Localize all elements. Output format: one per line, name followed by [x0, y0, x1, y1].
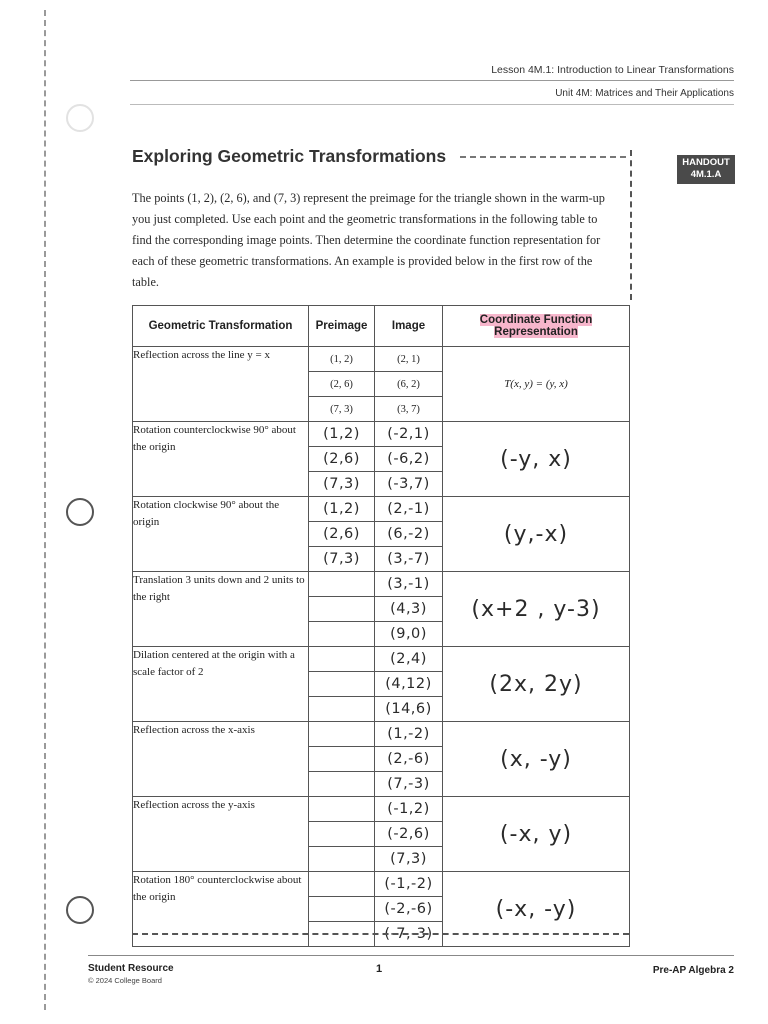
- image-point: (6, 2): [375, 372, 443, 397]
- coordinate-function: (-x, y): [443, 797, 630, 872]
- preimage-point: [309, 697, 375, 722]
- table-row: [133, 647, 630, 672]
- header-function-line1: Coordinate Function: [479, 314, 593, 326]
- transformations-table: [132, 305, 630, 947]
- preimage-point: [309, 622, 375, 647]
- image-point: (-1,-2): [375, 872, 443, 897]
- instructions-paragraph: The points (1, 2), (2, 6), and (7, 3) represent the preimage for the triangle shown in the warm-up you just completed. Use each point and the geometric transformations in the following table to find the corresponding image points. Then determine the coordinate function representation for each of these geometric transformations. An example is provided below in the first row of the table.: [132, 191, 605, 289]
- bottom-dashed-border: [132, 933, 629, 935]
- table-header-row: [133, 306, 630, 347]
- transformation-name: Reflection across the line y = x: [133, 347, 309, 422]
- preimage-point: [309, 597, 375, 622]
- image-point: (3,-7): [375, 547, 443, 572]
- image-point: (6,-2): [375, 522, 443, 547]
- preimage-point: (2, 6): [309, 372, 375, 397]
- image-point: (-2,6): [375, 822, 443, 847]
- transformation-name: Rotation counterclockwise 90° about the origin: [133, 422, 309, 497]
- image-point: (-1,2): [375, 797, 443, 822]
- image-point: (1,-2): [375, 722, 443, 747]
- transformation-name: Dilation centered at the origin with a scale factor of 2: [133, 647, 309, 722]
- image-point: (9,0): [375, 622, 443, 647]
- lesson-title: Lesson 4M.1: Introduction to Linear Transformations: [491, 64, 734, 76]
- coordinate-function: (x+2 , y-3): [443, 572, 630, 647]
- transformation-name: Rotation 180° counterclockwise about the origin: [133, 872, 309, 947]
- coordinate-function: (-x, -y): [443, 872, 630, 947]
- image-point: (4,12): [375, 672, 443, 697]
- footer-student-resource: Student Resource: [88, 963, 174, 974]
- preimage-point: (2,6): [309, 447, 375, 472]
- table-row: [133, 347, 630, 372]
- coordinate-function: (x, -y): [443, 722, 630, 797]
- page-title: Exploring Geometric Transformations: [132, 146, 447, 166]
- image-point: (-2,1): [375, 422, 443, 447]
- preimage-point: (1, 2): [309, 347, 375, 372]
- coordinate-function: (-y, x): [443, 422, 630, 497]
- coordinate-function: T(x, y) = (y, x): [443, 347, 630, 422]
- preimage-point: [309, 572, 375, 597]
- table-row: [133, 872, 630, 897]
- table-row: [133, 572, 630, 597]
- image-point: (-7,-3): [375, 922, 443, 947]
- image-point: (4,3): [375, 597, 443, 622]
- table-row: [133, 422, 630, 447]
- image-point: (3,-1): [375, 572, 443, 597]
- binder-hole-top: [66, 104, 94, 132]
- preimage-point: (1,2): [309, 497, 375, 522]
- preimage-point: [309, 772, 375, 797]
- coordinate-function: (2x, 2y): [443, 647, 630, 722]
- image-point: (14,6): [375, 697, 443, 722]
- preimage-point: (1,2): [309, 422, 375, 447]
- preimage-point: (2,6): [309, 522, 375, 547]
- footer-course-name: Pre-AP Algebra 2: [652, 965, 734, 976]
- preimage-point: [309, 722, 375, 747]
- coordinate-function: (y,-x): [443, 497, 630, 572]
- header-function: [443, 306, 630, 347]
- image-point: (-6,2): [375, 447, 443, 472]
- header-rule-2: [130, 104, 734, 105]
- preimage-point: [309, 897, 375, 922]
- transformation-name: Reflection across the y-axis: [133, 797, 309, 872]
- transformation-name: Rotation clockwise 90° about the origin: [133, 497, 309, 572]
- handout-badge-number: 4M.1.A: [690, 169, 722, 180]
- image-point: (2, 1): [375, 347, 443, 372]
- image-point: (3, 7): [375, 397, 443, 422]
- preimage-point: [309, 672, 375, 697]
- handout-badge-label: HANDOUT: [682, 157, 730, 168]
- image-point: (7,3): [375, 847, 443, 872]
- header-preimage: Preimage: [309, 306, 375, 347]
- image-point: (7,-3): [375, 772, 443, 797]
- header-transformation: Geometric Transformation: [133, 306, 309, 347]
- table-row: [133, 797, 630, 822]
- footer-rule: [88, 955, 734, 956]
- table-row: [133, 497, 630, 522]
- page-number: 1: [376, 963, 383, 975]
- preimage-point: [309, 822, 375, 847]
- binder-hole-middle: [66, 498, 94, 526]
- image-point: (2,-6): [375, 747, 443, 772]
- handout-badge: [677, 155, 735, 184]
- transformation-name: Reflection across the x-axis: [133, 722, 309, 797]
- preimage-point: [309, 847, 375, 872]
- preimage-point: [309, 797, 375, 822]
- preimage-point: (7,3): [309, 547, 375, 572]
- header-image: Image: [375, 306, 443, 347]
- binder-margin-line: [44, 10, 46, 1010]
- preimage-point: [309, 747, 375, 772]
- footer-copyright: © 2024 College Board: [88, 976, 162, 985]
- image-point: (-3,7): [375, 472, 443, 497]
- preimage-point: [309, 647, 375, 672]
- table-row: [133, 722, 630, 747]
- header-function-line2: Representation: [494, 326, 578, 338]
- image-point: (2,4): [375, 647, 443, 672]
- preimage-point: (7,3): [309, 472, 375, 497]
- binder-hole-bottom: [66, 896, 94, 924]
- right-dashed-border: [630, 150, 632, 300]
- header-rule: [130, 80, 734, 81]
- preimage-point: (7, 3): [309, 397, 375, 422]
- image-point: (2,-1): [375, 497, 443, 522]
- transformation-name: Translation 3 units down and 2 units to the right: [133, 572, 309, 647]
- image-point: (-2,-6): [375, 897, 443, 922]
- unit-title: Unit 4M: Matrices and Their Applications: [555, 88, 734, 99]
- preimage-point: [309, 872, 375, 897]
- title-dashed-line: [460, 156, 626, 158]
